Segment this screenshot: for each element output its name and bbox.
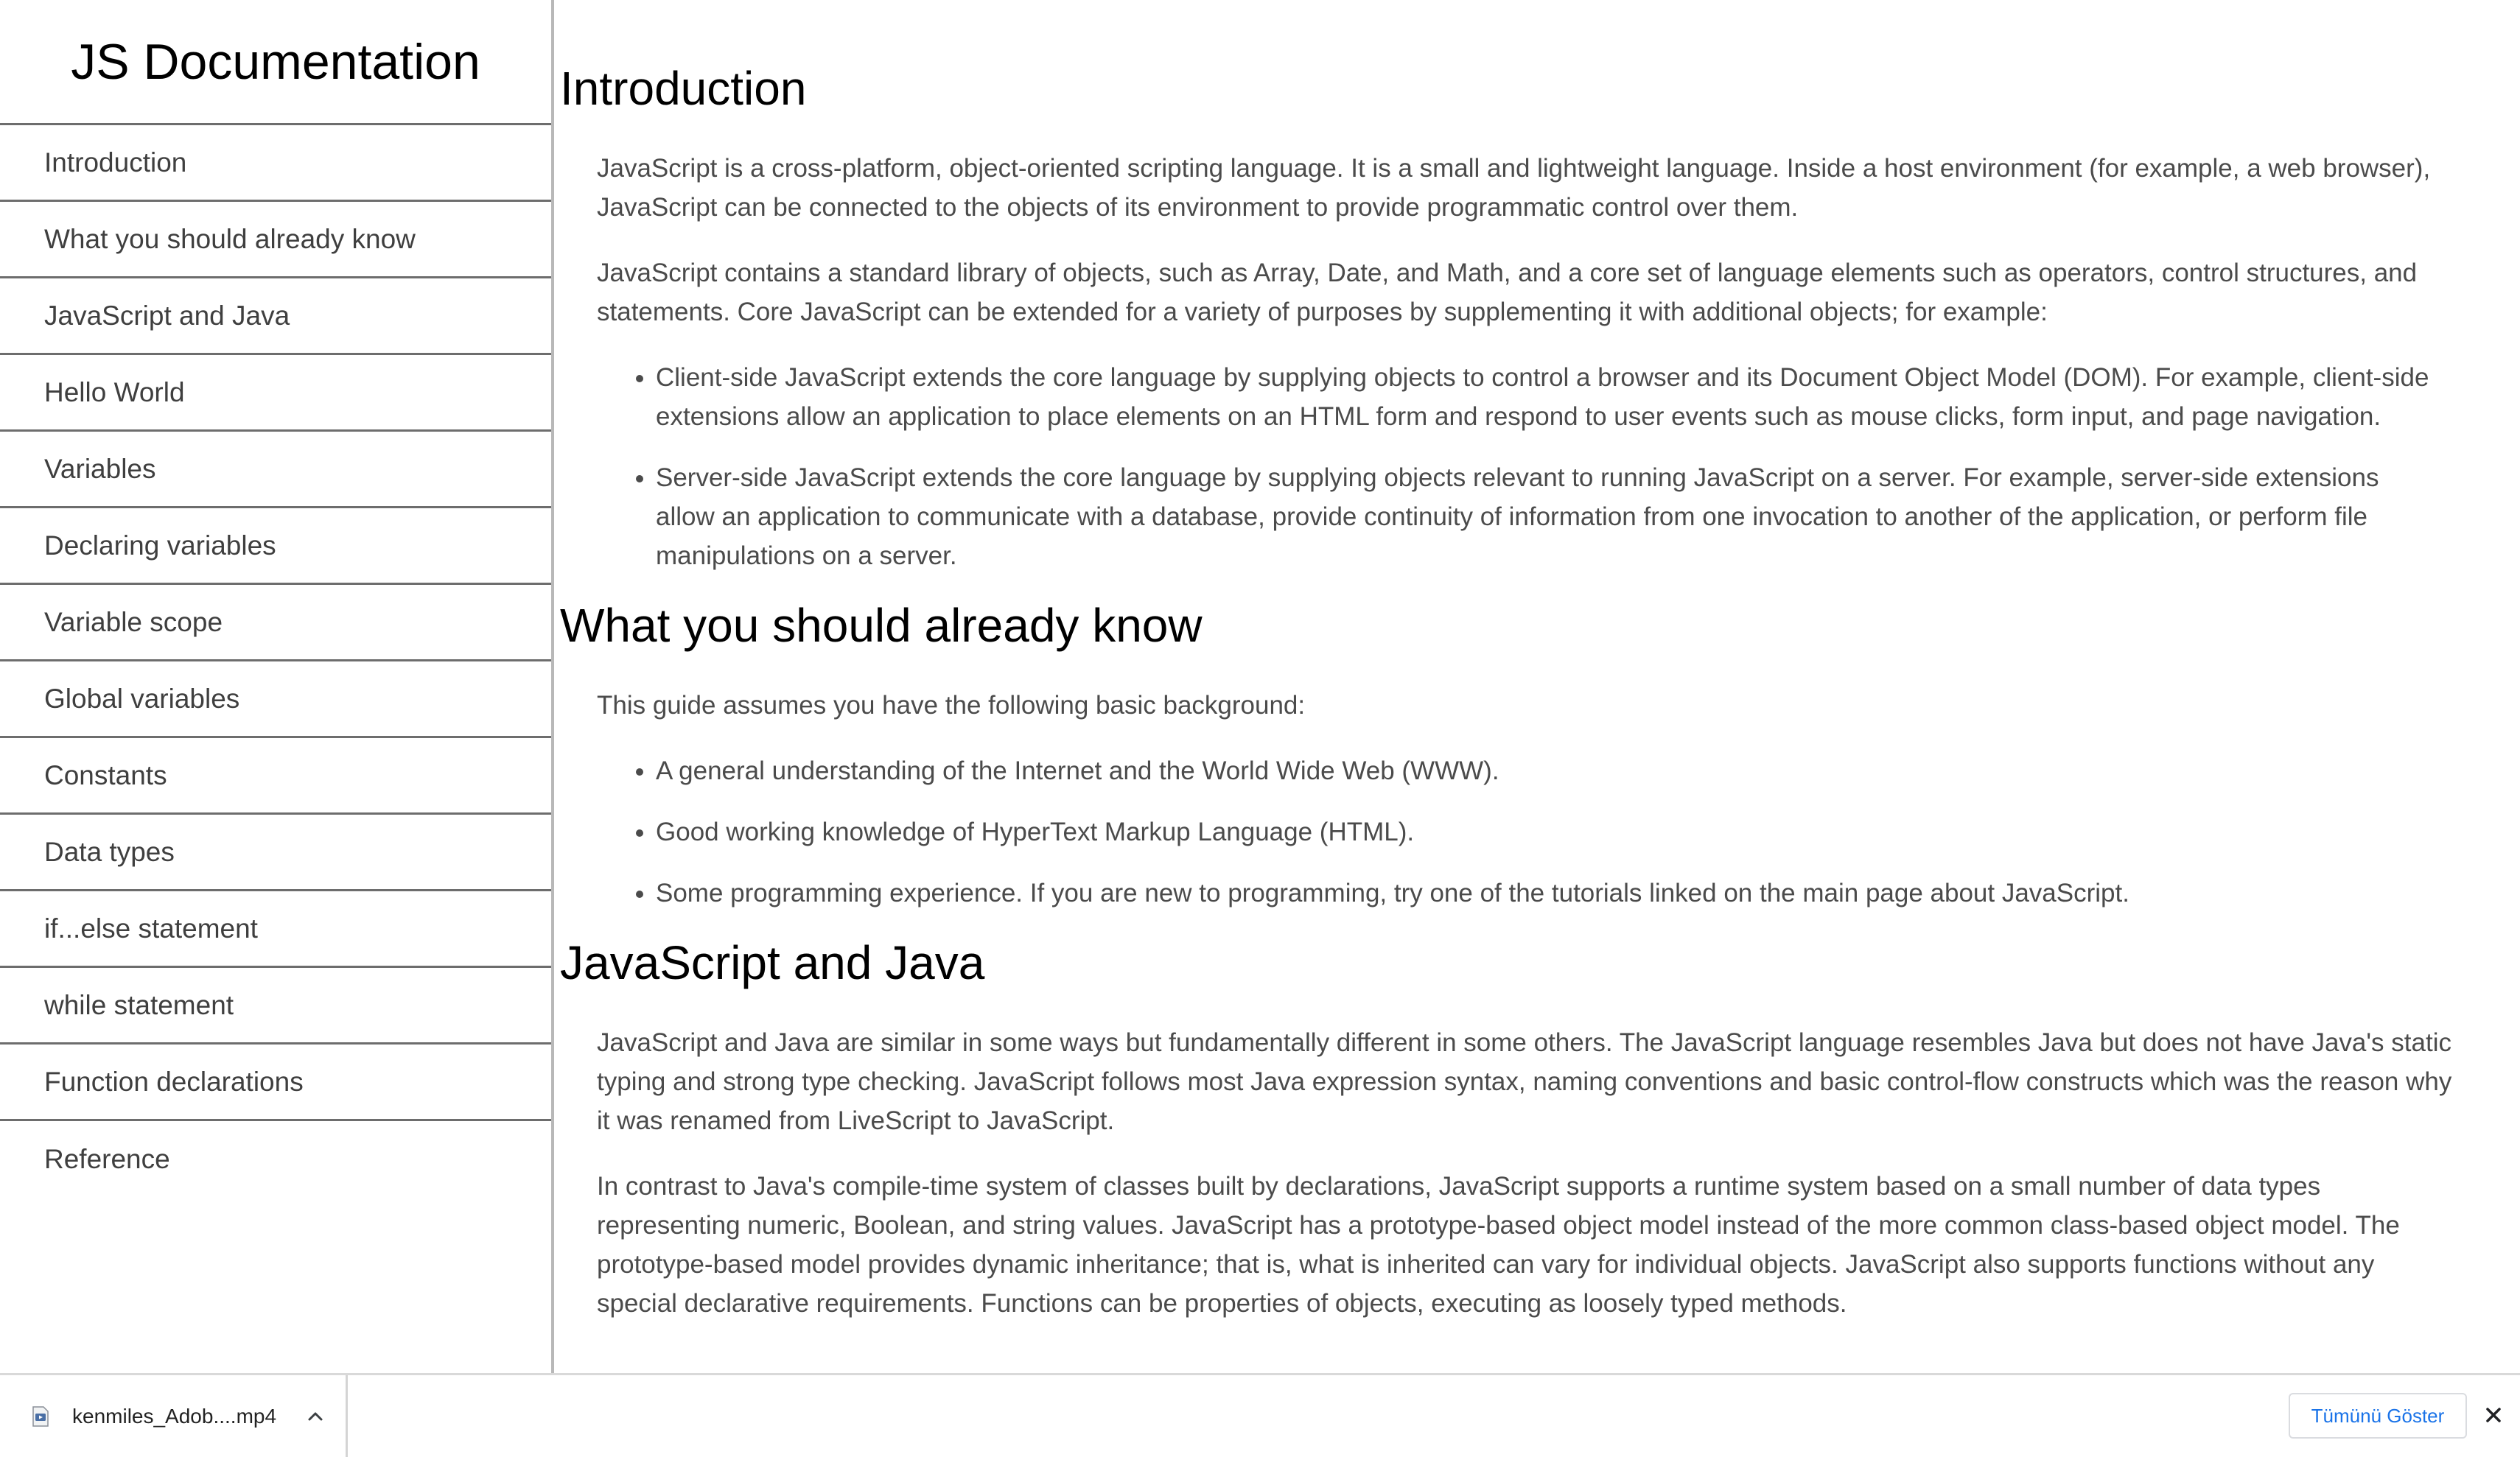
- nav-link-reference[interactable]: Reference: [44, 1144, 170, 1174]
- nav-link-variables[interactable]: Variables: [0, 432, 551, 508]
- close-icon[interactable]: [2479, 1400, 2508, 1430]
- sidebar-menu: [0, 125, 551, 1198]
- nav-link-declaring-variables[interactable]: Declaring variables: [0, 508, 551, 585]
- nav-link-constants[interactable]: Constants: [0, 738, 551, 815]
- download-file-name: kenmiles_Adob....mp4: [72, 1405, 277, 1428]
- list-item: • Server-side JavaScript extends the core language by supplying objects relevant to running JavaScript on a server. For example, server-side extensions allow an application to communicate with a database, provide continuity of information from one invocation to another of the application, or perform file manipulations on a server.: [656, 458, 2439, 575]
- section-paragraph: This guide assumes you have the following basic background:: [597, 691, 1306, 720]
- chevron-up-icon[interactable]: [301, 1402, 330, 1431]
- list-item: • Good working knowledge of HyperText Markup Language (HTML).: [656, 812, 2439, 852]
- main-doc: [554, 0, 2455, 1373]
- nav-link-hello-world[interactable]: Hello World: [0, 355, 551, 432]
- sidebar-nav: [0, 0, 554, 1373]
- download-bar: [0, 1373, 2520, 1457]
- nav-link-javascript-and-java[interactable]: JavaScript and Java: [0, 278, 551, 355]
- section-paragraph: JavaScript is a cross-platform, object-oriented scripting language. It is a small and lightweight language. Inside a host environment (for example, a web browser), JavaScript can be connected to the objects of its environment to provide programmatic control over them.: [597, 154, 2431, 222]
- nav-link-while-statement[interactable]: while statement: [0, 968, 551, 1045]
- section-what-you-should-already-know: [560, 597, 2455, 913]
- list-item: • A general understanding of the Internet and the World Wide Web (WWW).: [656, 751, 2439, 790]
- section-heading: What you should already know: [560, 599, 1203, 652]
- nav-link-what-you-should-already-know[interactable]: What you should already know: [0, 202, 551, 278]
- list-item: • Client-side JavaScript extends the core language by supplying objects to control a browser and its Document Object Model (DOM). For example, client-side extensions allow an application to place elements on an HTML form and respond to user events such as mouse clicks, form input, and page navigation.: [656, 358, 2439, 436]
- section-javascript-and-java: [560, 935, 2455, 1323]
- sidebar-title: JS Documentation: [71, 33, 480, 90]
- nav-link-if-else-statement[interactable]: if...else statement: [0, 891, 551, 968]
- section-paragraph: JavaScript contains a standard library of objects, such as Array, Date, and Math, and a core set of language elements such as operators, control structures, and statements. Core JavaScript can be extended for a variety of purposes by supplementing it with additional objects; for example:: [597, 259, 2418, 326]
- section-list: [560, 751, 2455, 913]
- section-list: [560, 358, 2455, 575]
- section-heading: Introduction: [560, 62, 807, 115]
- section-introduction: [560, 0, 2455, 575]
- list-item: • Some programming experience. If you are new to programming, try one of the tutorials linked on the main page about JavaScript.: [656, 874, 2439, 913]
- download-item[interactable]: [0, 1375, 348, 1457]
- video-file-icon: [32, 1406, 49, 1427]
- sidebar-header: [0, 0, 551, 125]
- section-paragraph: In contrast to Java's compile-time system of classes built by declarations, JavaScript supports a runtime system based on a small number of data types representing numeric, Boolean, and string values. JavaScript has a prototype-based object model instead of the more common class-based object model. The prototype-based model provides dynamic inheritance; that is, what is inherited can vary for individual objects. JavaScript also supports functions without any special declarative requirements. Functions can be properties of objects, executing as loosely typed methods.: [597, 1172, 2400, 1318]
- nav-link-introduction[interactable]: Introduction: [0, 125, 551, 202]
- section-paragraph: JavaScript and Java are similar in some ways but fundamentally different in some others. The JavaScript language resembles Java but does not have Java's static typing and strong type checking. JavaScript follows most Java expression syntax, naming conventions and basic control-flow constructs which was the reason why it was renamed from LiveScript to JavaScript.: [597, 1028, 2452, 1135]
- nav-link-global-variables[interactable]: Global variables: [0, 661, 551, 738]
- nav-link-variable-scope[interactable]: Variable scope: [0, 585, 551, 661]
- section-heading: JavaScript and Java: [560, 936, 985, 989]
- nav-link-data-types[interactable]: Data types: [0, 815, 551, 891]
- show-all-button[interactable]: Tümünü Göster: [2289, 1393, 2467, 1439]
- nav-link-function-declarations[interactable]: Function declarations: [0, 1045, 551, 1121]
